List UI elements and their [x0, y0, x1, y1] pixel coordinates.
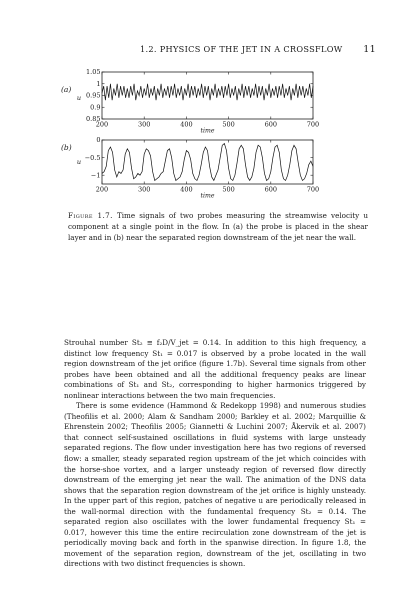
series-line: [102, 84, 313, 100]
body-text: [64, 338, 366, 570]
y-tick-label: 1.05: [86, 68, 101, 77]
x-tick-label: 300: [137, 185, 151, 194]
page-number: 11: [363, 44, 376, 55]
paragraph: Strouhal number St₂ ≡ f₂D/V_jet = 0.14. In addition to this high frequency, a distinct low frequency St₁ = 0.017 is observed by a probe located in the wall region downstream of the jet orifice (figure 1.7b). Several time signals from other probes have been obtained and all the additional frequency peaks are linear combinations of St₁ and St₂, corresponding to higher harmonics triggered by nonlinear interactions between the two main frequencies.: [64, 338, 366, 400]
y-tick-label: 0: [96, 136, 101, 145]
panel-label: (b): [61, 143, 72, 152]
x-tick-label: 400: [180, 185, 193, 194]
paragraph: There is some evidence (Hammond & Redekopp 1998) and numerous studies (Theofilis et al. 2000; Alam & Sandham 2000; Barkley et al. 2002; Marquillie & Ehrenstein 2002; Theofilis 2005; Giannetti & Luchini 2007; Åkervik et al. 2007) that connect self-sustained oscillations in fluid systems with large unsteady separated regions. The flow under investigation here has two regions of reversed flow: a smaller, steady separated region upstream of the jet which coincides with the horse-shoe vortex, and a larger unsteady region of reversed flow directly downstream of the emerging jet near the wall. The animation of the DNS data shows that the separation region downstream of the jet orifice is highly unsteady. In the upper part of this region, patches of negative u are periodically released in the wall-normal direction with the fundamental frequency St₂ = 0.14. The separated region also oscillates with the lower fundamental frequency St₁ = 0.017, however this time the entire recirculation zone downstream of the jet is periodically moving back and forth in the spanwise direction. In figure 1.8, the movement of the separation region, downstream of the jet, oscillating in two directions with two distinct frequencies is shown.: [64, 401, 366, 569]
x-tick-label: 700: [306, 185, 320, 194]
y-tick-label: 0.95: [86, 91, 101, 100]
series-line: [102, 144, 313, 181]
x-axis-label: time: [200, 127, 215, 135]
x-axis-label: time: [200, 192, 215, 200]
x-tick-label: 500: [222, 120, 235, 129]
x-tick-label: 200: [95, 185, 109, 194]
x-tick-label: 300: [137, 120, 151, 129]
panel-label: (a): [61, 85, 72, 94]
x-tick-label: 400: [180, 120, 193, 129]
x-tick-label: 700: [306, 120, 320, 129]
x-tick-label: 600: [264, 120, 278, 129]
figure-label: Figure 1.7.: [68, 211, 113, 220]
figure-panel-b: [60, 136, 330, 202]
y-tick-label: −1: [90, 171, 101, 180]
y-axis-label: u: [76, 158, 82, 166]
figure-panel-a: [60, 64, 330, 134]
running-header: [140, 44, 376, 55]
x-tick-label: 200: [95, 120, 109, 129]
figure-caption-text: Time signals of two probes measuring the streamwise velocity u component at a single point in the flow. In (a) the probe is placed in the shear layer and in (b) near the separated region downstream of the jet near the wall.: [68, 211, 368, 242]
y-tick-label: 0.9: [90, 103, 101, 112]
y-tick-label: 1: [96, 79, 101, 88]
figure-caption: [68, 210, 368, 243]
y-tick-label: −0.5: [84, 153, 101, 162]
running-title: 1.2. PHYSICS OF THE JET IN A CROSSFLOW: [140, 44, 343, 54]
x-tick-label: 500: [222, 185, 235, 194]
plot-frame: [102, 72, 313, 119]
y-axis-label: u: [76, 94, 82, 102]
y-tick-label: 0.85: [86, 115, 101, 124]
x-tick-label: 600: [264, 185, 278, 194]
